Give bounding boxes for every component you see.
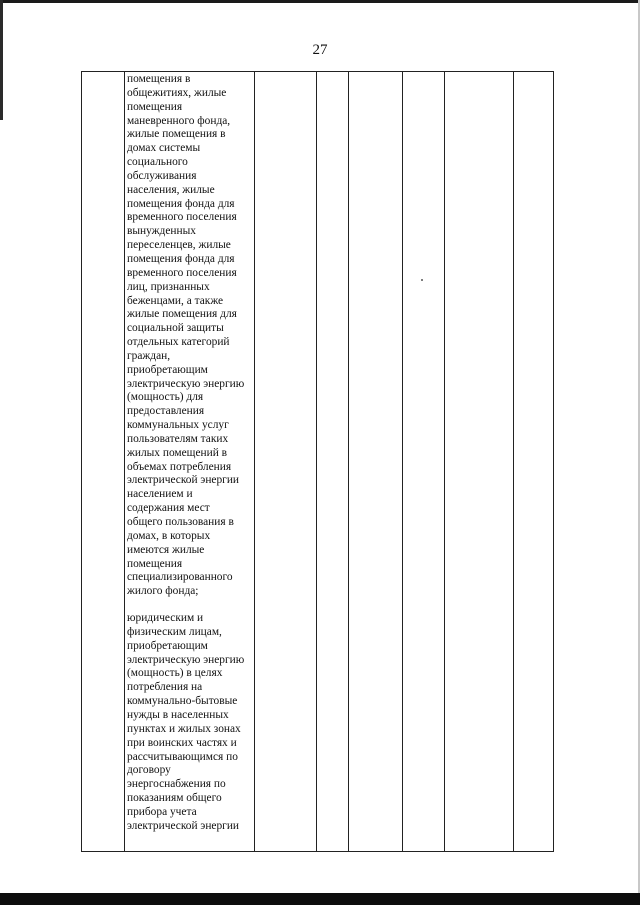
cell-text-line: рассчитывающимся по [127,750,238,763]
cell-text-line: переселенцев, жилые [127,239,231,252]
cell-text-line: населения, жилые [127,183,215,196]
scan-edge-left [0,0,3,120]
column-divider [444,72,445,851]
cell-text-line: коммунальных услуг [127,419,229,432]
cell-text-line: временного поселения [127,211,237,224]
cell-text-line: (мощность) в целях [127,667,223,680]
cell-text-line: юридическим и [127,612,204,625]
cell-text-line: коммунально-бытовые [127,695,238,708]
paragraph-gap [127,599,252,612]
page-number: 27 [312,42,328,58]
scan-edge-bottom [0,893,640,905]
column-divider [348,72,349,851]
cell-text-line: социальной защиты [127,322,224,335]
cell-text-line: домах, в которых [127,529,211,542]
cell-text-line: жилые помещения в [127,128,226,141]
cell-text-line: общего пользования в [127,516,234,528]
cell-text-line: общежитиях, жилые [127,86,227,99]
cell-text-line: потребления на [127,681,203,694]
scan-edge-top [0,0,640,3]
cell-text-line: отдельных категорий [127,336,230,349]
scan-speck [421,279,423,281]
cell-text-line: пунктах и жилых зонах [127,722,241,735]
cell-text-line: имеются жилые [127,543,205,556]
cell-text-line: предоставления [127,405,205,418]
column-divider [402,72,403,851]
consumer-category-cell [127,73,252,834]
cell-text-line: обслуживания [127,169,197,182]
cell-text-line: помещения [127,557,183,570]
cell-text-line: жилые помещения для [127,308,237,321]
cell-text-line: электрическую энергию [127,377,245,390]
cell-text-line: прибора учета [127,805,197,818]
column-divider [513,72,514,851]
cell-text-line: приобретающим [127,363,208,376]
cell-text-line: беженцами, а также [127,294,224,307]
cell-text-line: домах системы [127,142,201,155]
cell-text-line: электрической энергии [127,819,240,832]
cell-text-line: объемах потребления [127,460,232,473]
column-divider [124,72,125,851]
cell-text-line: помещения фонда для [127,197,235,210]
cell-text-line: временного поселения [127,266,237,279]
cell-text-line: жилых помещений в [127,446,228,459]
cell-text-line: специализированного [127,571,233,584]
column-divider [316,72,317,851]
cell-text-line: электрическую энергию [127,653,245,666]
cell-text-line: приобретающим [127,639,208,652]
cell-text-line: пользователям таких [127,432,229,445]
cell-text-line: показаниям общего [127,792,222,805]
column-divider [254,72,255,851]
cell-text-line: населением и [127,488,193,501]
cell-text-line: электрической энергии [127,474,240,487]
cell-text-line: маневренного фонда, [127,114,231,127]
cell-text-line: вынужденных [127,225,196,238]
cell-text-line: лиц, признанных [127,280,210,293]
cell-text-line: помещения [127,100,183,113]
cell-text-line: жилого фонда; [127,585,199,598]
cell-text-line: граждан, [127,349,171,362]
cell-text-line: социального [127,156,188,169]
cell-text-line: помещения в [127,73,191,85]
cell-text-line: содержания мест [127,502,210,515]
cell-text-line: при воинских частях и [127,736,237,749]
cell-text-line: энергоснабжения по [127,778,226,791]
cell-text-line: физическим лицам, [127,625,222,638]
cell-text-line: помещения фонда для [127,252,235,265]
cell-text-line: нужды в населенных [127,708,229,721]
cell-text-line: (мощность) для [127,391,204,404]
cell-text-line: договору [127,764,171,777]
